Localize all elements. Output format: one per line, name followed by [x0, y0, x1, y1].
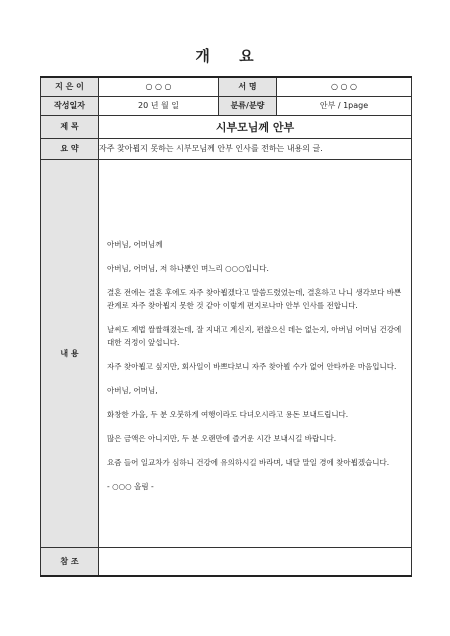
signature-value[interactable]: ○ ○ ○	[277, 77, 412, 96]
letter-body	[99, 203, 411, 493]
signature-label: 서 명	[219, 77, 277, 96]
letter-paragraph: 자주 찾아뵙고 싶지만, 회사일이 바쁘다보니 자주 찾아뵐 수가 없어 안타까운 마음입니다.	[107, 361, 397, 371]
overview-table	[40, 76, 412, 577]
content-label: 내 용	[41, 159, 99, 547]
summary-label: 요 약	[41, 138, 99, 159]
letter-paragraph: 아버님, 어머님, 저 하나뿐인 며느리 ○○○입니다.	[107, 263, 269, 273]
author-value[interactable]: ○ ○ ○	[99, 77, 219, 96]
reference-value[interactable]	[99, 547, 412, 576]
letter-paragraph: 결혼 전에는 결혼 후에도 자주 찾아뵙겠다고 말씀드렸었는데, 결혼하고 나니 생각보다 바쁜 관계로 자주 찾아뵙지 못한 것 같아 이렇게 편지로나마 안부 인사를 전합니다.	[107, 287, 402, 310]
letter-signoff: - ○○○ 올림 -	[107, 481, 154, 491]
summary-value[interactable]: 자주 찾아뵙지 못하는 시부모님께 안부 인사를 전하는 내용의 글.	[99, 138, 412, 159]
reference-row	[41, 547, 412, 576]
author-row	[41, 77, 412, 96]
date-value[interactable]: 20 년 월 일	[99, 96, 219, 115]
summary-row	[41, 138, 412, 159]
document-title: 개 요	[195, 47, 255, 65]
content-row	[41, 159, 412, 547]
letter-paragraph: 요즘 들어 일교차가 심하니 건강에 유의하시길 바라며, 내달 말일 경에 찾아뵙겠습니다.	[107, 457, 390, 467]
letter-paragraph: 화창한 가을, 두 분 오붓하게 여행이라도 다녀오시라고 용돈 보내드립니다.	[107, 409, 349, 419]
letter-paragraph: 날씨도 제법 쌀쌀해졌는데, 잘 지내고 계신지, 편찮으신 데는 없는지, 아버님 어머님 건강에 대한 걱정이 앞섭니다.	[107, 324, 402, 347]
letter-paragraph: 아버님, 어머님,	[107, 385, 158, 395]
subject-value[interactable]: 시부모님께 안부	[99, 115, 412, 138]
subject-row	[41, 115, 412, 138]
content-cell[interactable]	[99, 159, 412, 547]
subject-label: 제 목	[41, 115, 99, 138]
category-value[interactable]: 안부 / 1page	[277, 96, 412, 115]
letter-paragraph: 아버님, 어머님께	[107, 239, 163, 249]
date-label: 작성일자	[41, 96, 99, 115]
category-label: 분류/분량	[219, 96, 277, 115]
reference-label: 참 조	[41, 547, 99, 576]
author-label: 지 은 이	[41, 77, 99, 96]
letter-paragraph: 많은 금액은 아니지만, 두 분 오랜만에 즐거운 시간 보내시길 바랍니다.	[107, 433, 337, 443]
date-row	[41, 96, 412, 115]
